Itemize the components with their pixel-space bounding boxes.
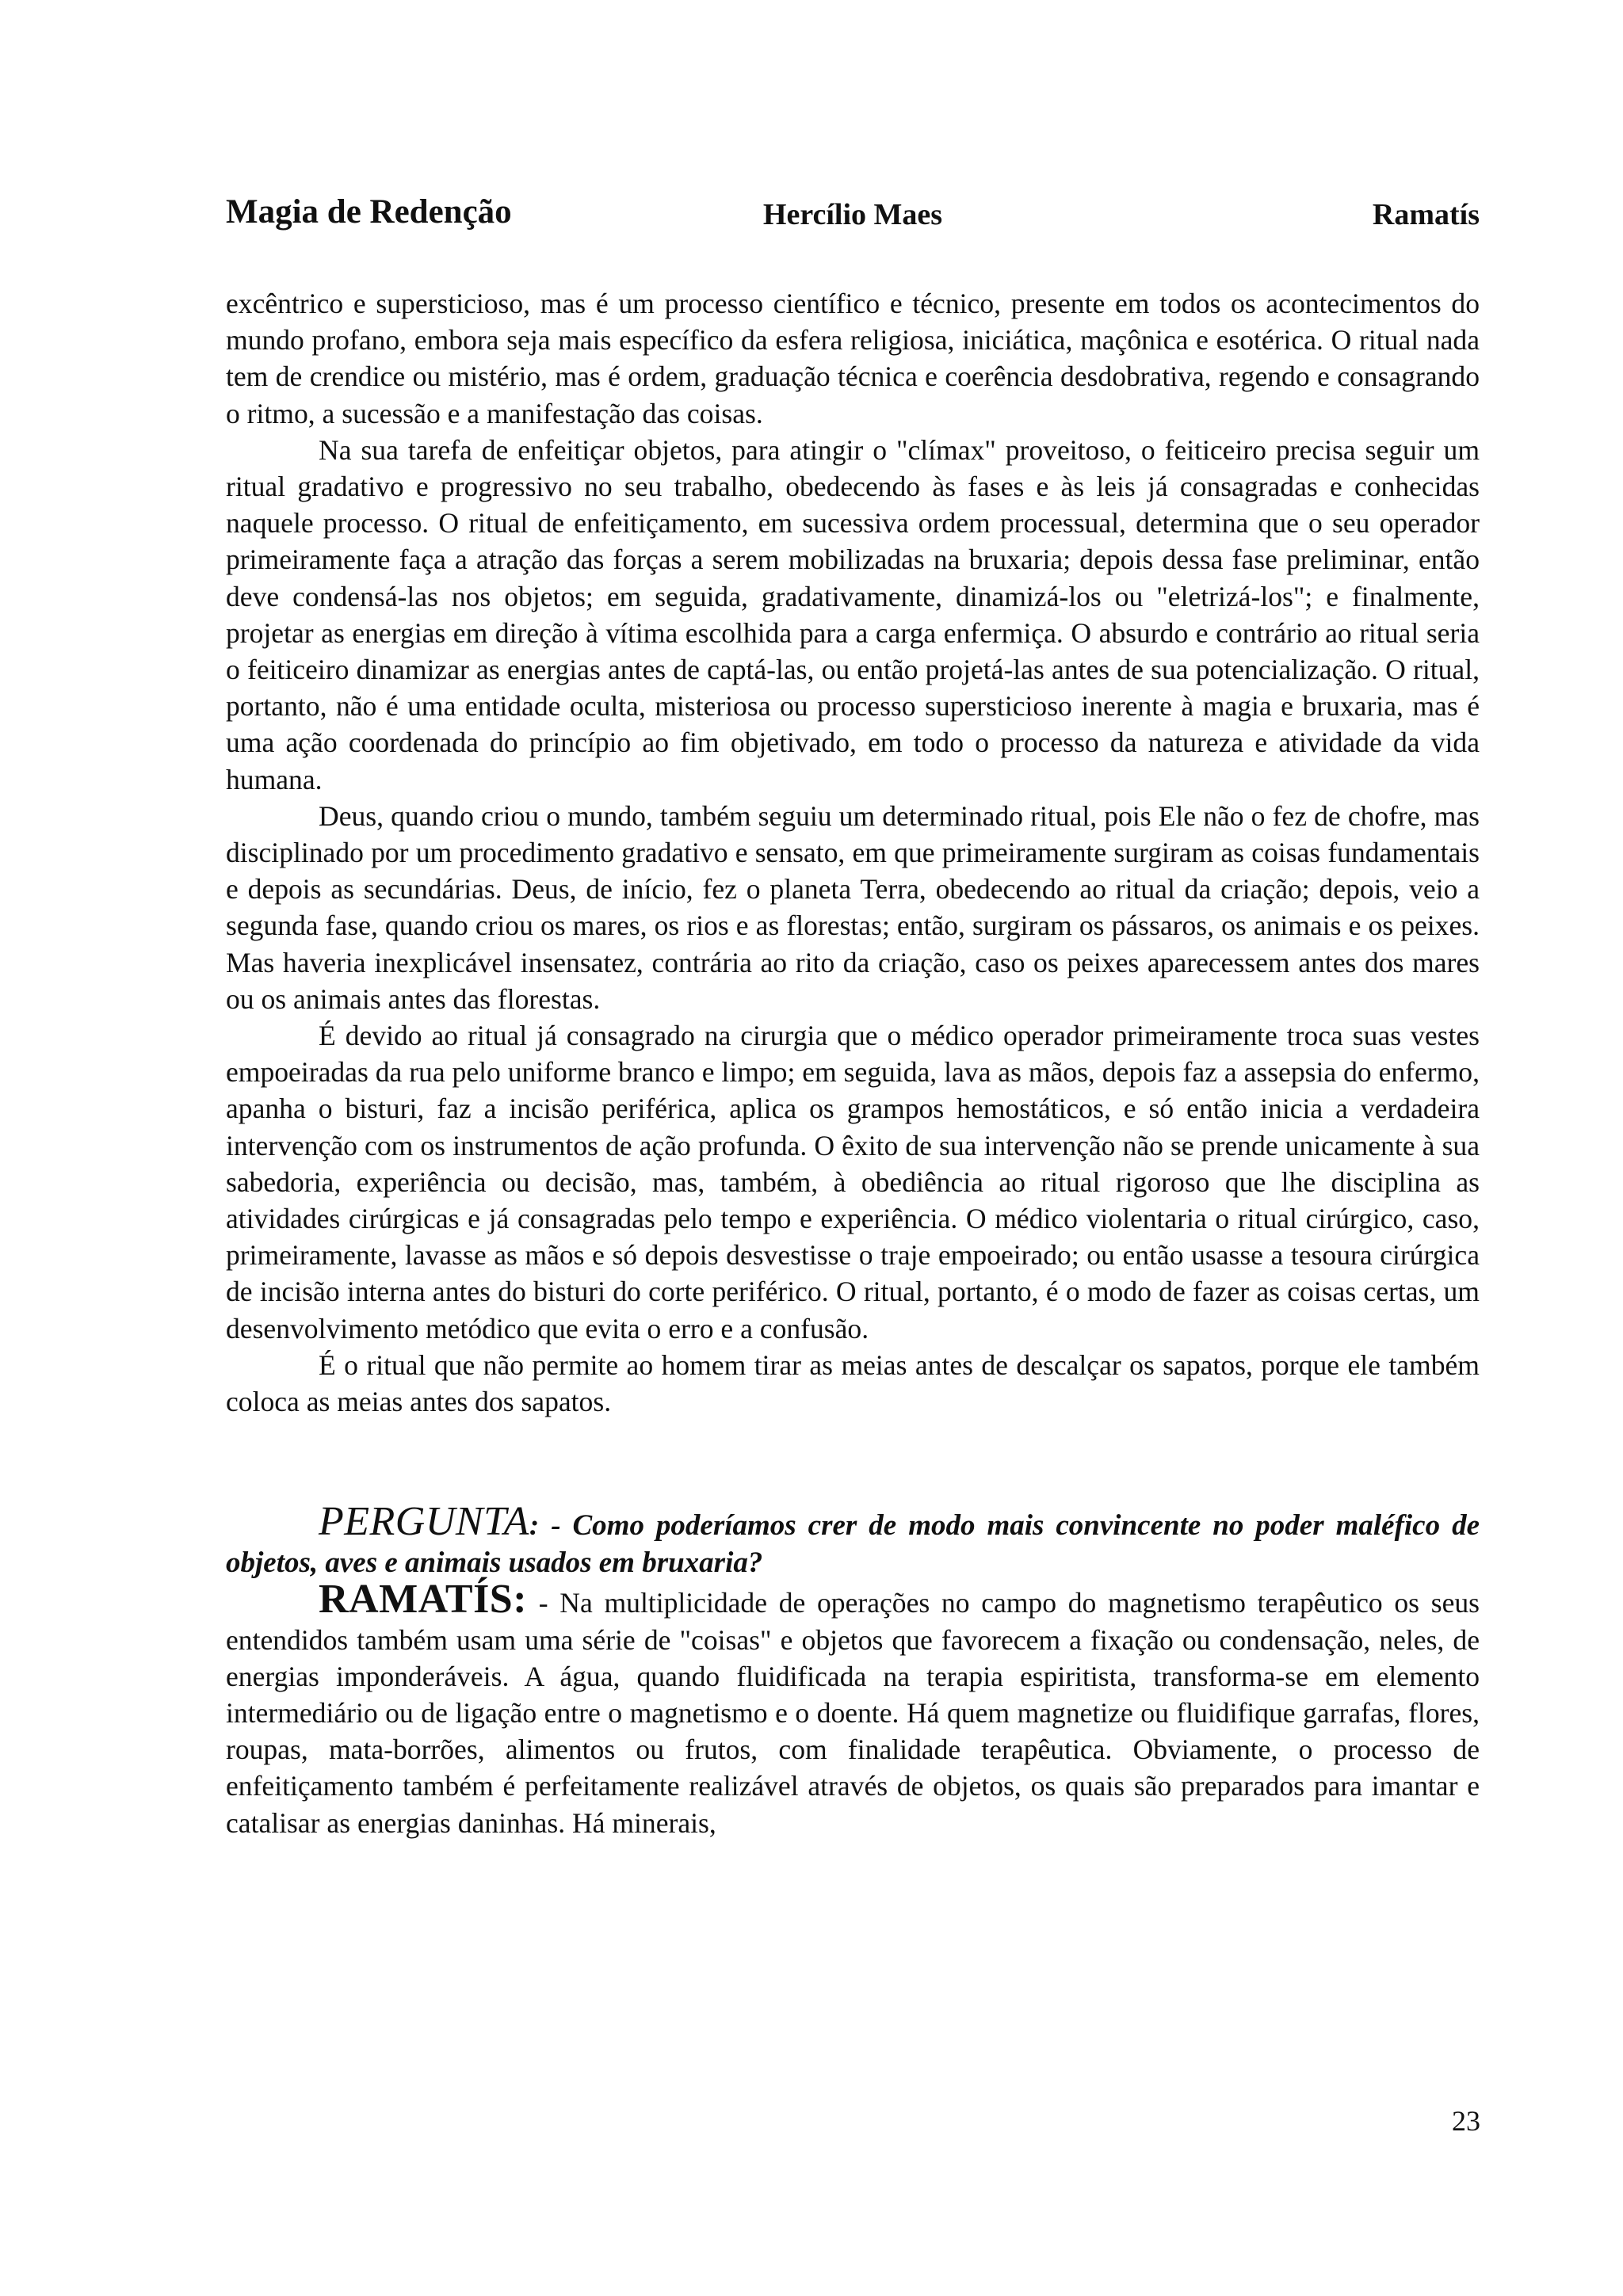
book-title: Magia de Redenção <box>226 193 512 231</box>
question-block <box>226 1499 1480 1581</box>
question-text: Como poderíamos crer de modo mais convincente no poder maléfico de objetos, aves e animais usados em bruxaria <box>226 1509 1480 1580</box>
answer-label: RAMATÍS: <box>319 1577 528 1623</box>
answer-block <box>226 1577 1480 1840</box>
body-text <box>226 285 1480 1841</box>
question-label: PERGUNTA <box>319 1499 529 1545</box>
running-header <box>226 193 1480 240</box>
question-mark: ? <box>747 1547 763 1580</box>
paragraph: Deus, quando criou o mundo, também seguiu um determinado ritual, pois Ele não o fez de chofre, mas disciplinado por um procedimento gradativo e sensato, em que primeiramente surgiram as coisas fundamentais e depois as secundárias. Deus, de início, fez o planeta Terra, obedecendo ao ritual da criação; depois, veio a segunda fase, quando criou os mares, os rios e as florestas; então, surgiram os pássaros, os animais e os peixes. Mas haveria inexplicável insensatez, contrária ao rito da criação, caso os peixes aparecessem antes dos mares ou os animais antes das florestas. <box>226 799 1480 1015</box>
paragraph: É o ritual que não permite ao homem tirar as meias antes de descalçar os sapatos, porque ele também coloca as meias antes dos sapatos. <box>226 1348 1480 1418</box>
author-name: Hercílio Maes <box>762 198 943 231</box>
paragraph: É devido ao ritual já consagrado na cirurgia que o médico operador primeiramente troca suas vestes empoeiradas da rua pelo uniforme branco e limpo; em seguida, lava as mãos, depois faz a assepsia do enfermo, apanha o bisturi, faz a incisão periférica, aplica os grampos hemostáticos, e só então inicia a verdadeira intervenção com os instrumentos de ação profunda. O êxito de sua intervenção não se prende unicamente à sua sabedoria, experiência ou decisão, mas, também, à obediência ao ritual rigoroso que lhe disciplina as atividades cirúrgicas e já consagradas pelo tempo e experiência. O médico violentaria o ritual cirúrgico, caso, primeiramente, lavasse as mãos e só depois desvestisse o traje empoeirado; ou então usasse a tesoura cirúrgica de incisão interna antes do bisturi do corte periférico. O ritual, portanto, é o modo de fazer as coisas certas, um desenvolvimento metódico que evita o erro e a confusão. <box>226 1020 1480 1344</box>
paragraph: excêntrico e supersticioso, mas é um processo científico e técnico, presente em todos os acontecimentos do mundo profano, embora seja mais específico da esfera religiosa, iniciática, maçônica e esotérica. O ritual nada tem de crendice ou mistério, mas é ordem, graduação técnica e coerência desdobrativa, regendo e consagrando o ritmo, a sucessão e a manifestação das coisas. <box>226 288 1480 429</box>
spirit-author-name: Ramatís <box>1372 198 1480 231</box>
question-separator: : - <box>529 1509 573 1543</box>
answer-text: - Na multiplicidade de operações no campo do magnetismo terapêutico os seus entendidos também usam uma série de "coisas" e objetos que favorecem a fixação ou condensação, neles, de energias imponderáveis. A água, quando fluidificada na terapia espiritista, transforma-se em elemento intermediário ou de ligação entre o magnetismo e o doente. Há quem magnetize ou fluidifique garrafas, flores, roupas, mata-borrões, alimentos ou frutos, com finalidade terapêutica. Obviamente, o processo de enfeitiçamento também é perfeitamente realizável através de objetos, os quais são preparados para imantar e catalisar as energias daninhas. Há minerais, <box>226 1587 1480 1839</box>
page-number: 23 <box>1452 2105 1480 2137</box>
paragraph: Na sua tarefa de enfeitiçar objetos, para atingir o "clímax" proveitoso, o feiticeiro precisa seguir um ritual gradativo e progressivo no seu trabalho, obedecendo às fases e às leis já consagradas e conhecidas naquele processo. O ritual de enfeitiçamento, em sucessiva ordem processual, determina que o seu operador primeiramente faça a atração das forças a serem mobilizadas na bruxaria; depois dessa fase preliminar, então deve condensá-las nos objetos; em seguida, gradativamente, dinamizá-los ou "eletrizá-los"; e finalmente, projetar as energias em direção à vítima escolhida para a carga enfermiça. O absurdo e contrário ao ritual seria o feiticeiro dinamizar as energias antes de captá-las, ou então projetá-las antes de sua potencialização. O ritual, portanto, não é uma entidade oculta, misteriosa ou processo supersticioso inerente à magia e bruxaria, mas é uma ação coordenada do princípio ao fim objetivado, em todo o processo da natureza e atividade da vida humana. <box>226 433 1480 795</box>
